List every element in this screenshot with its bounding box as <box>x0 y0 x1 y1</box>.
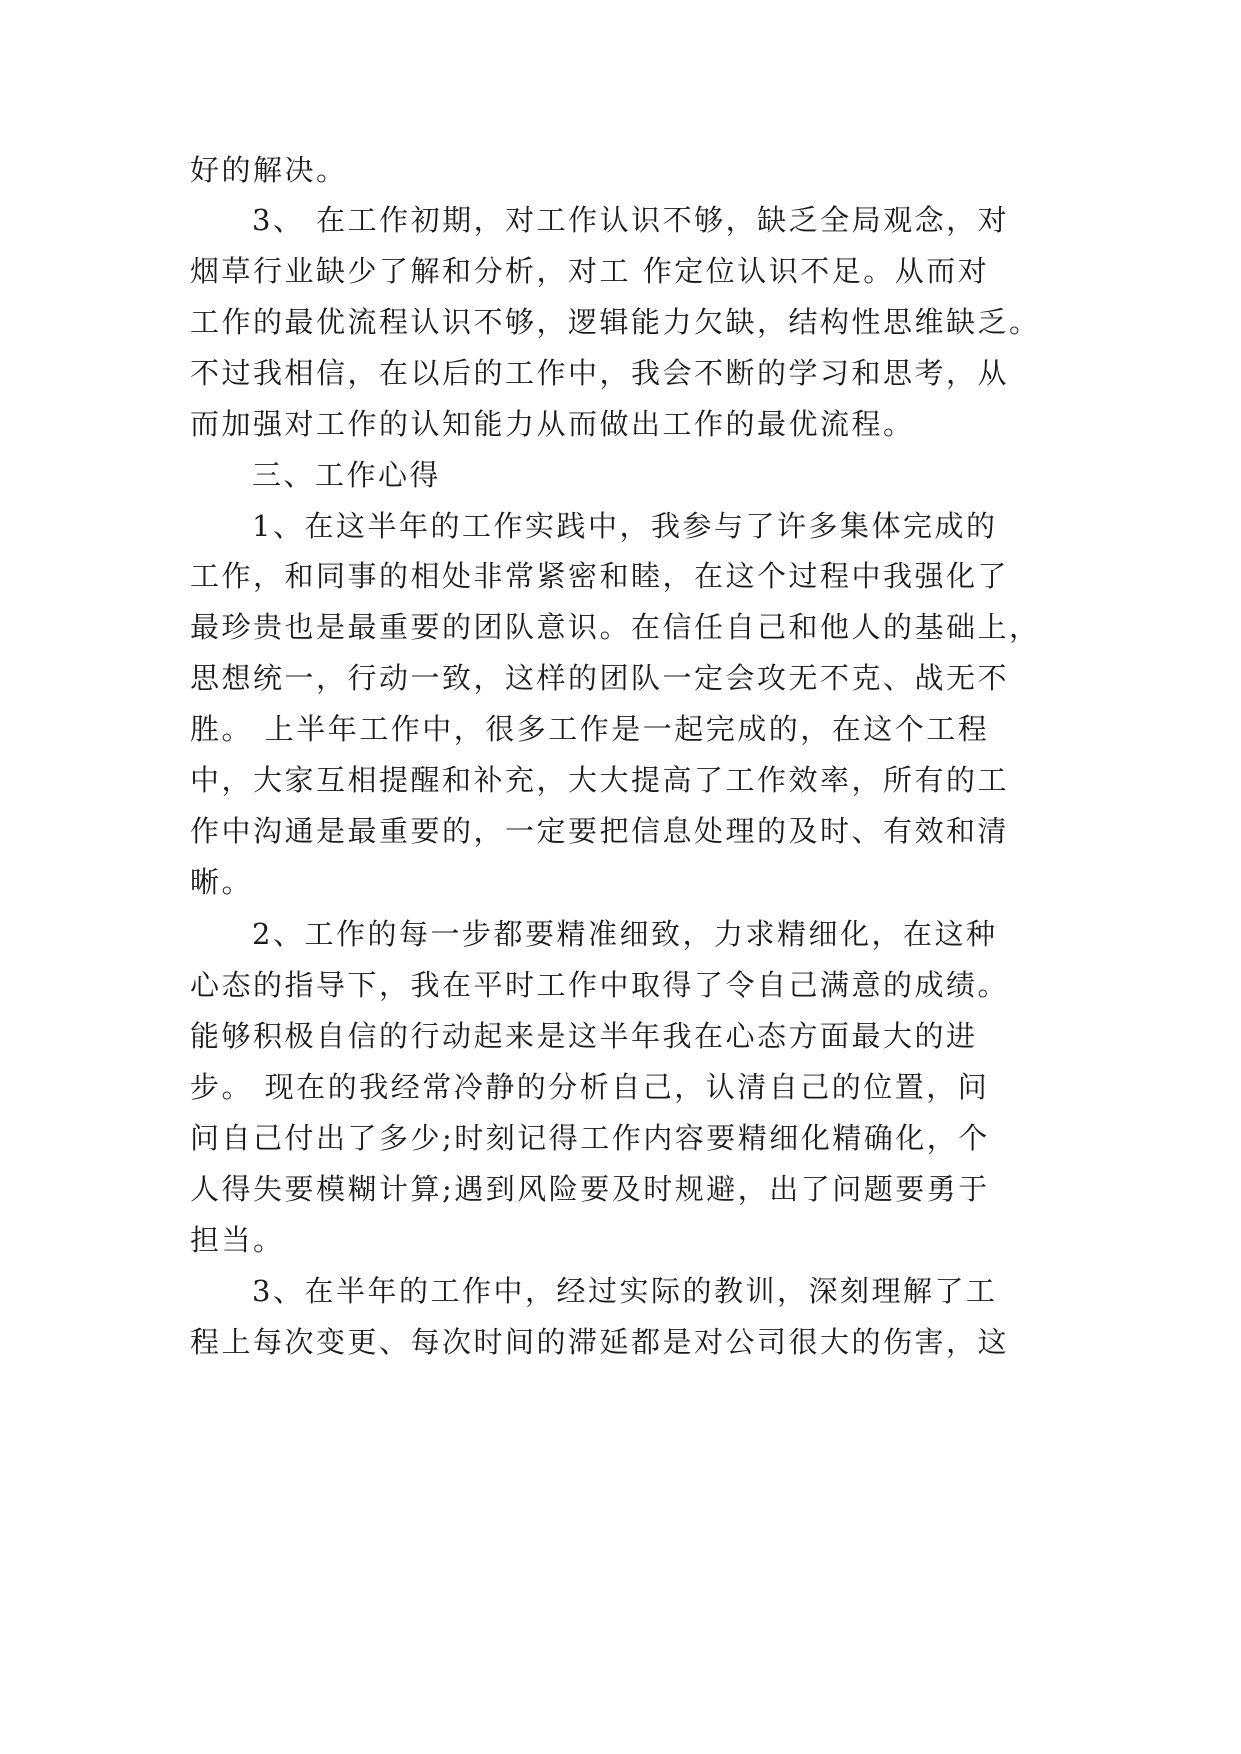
text-line: 最珍贵也是最重要的团队意识。在信任自己和他人的基础上， <box>190 610 1041 644</box>
text-line: 2、工作的每一步都要精准细致，力求精细化，在这种 <box>252 917 998 951</box>
section-heading: 三、工作心得 <box>252 458 442 492</box>
text-line: 思想统一，行动一致，这样的团队一定会攻无不克、战无不 <box>190 661 1010 695</box>
text-line: 人得失要模糊计算;遇到风险要及时规避，出了问题要勇于 <box>190 1172 990 1206</box>
text-line: 而加强对工作的认知能力从而做出工作的最优流程。 <box>190 407 915 441</box>
text-line: 工作的最优流程认识不够，逻辑能力欠缺，结构性思维缺乏。 <box>190 305 1041 339</box>
text-line: 担当。 <box>190 1223 285 1257</box>
text-line: 作中沟通是最重要的，一定要把信息处理的及时、有效和清 <box>190 814 1010 848</box>
text-line: 步。 现在的我经常冷静的分析自己，认清自己的位置，问 <box>190 1070 990 1104</box>
text-line: 胜。 上半年工作中，很多工作是一起完成的，在这个工程 <box>190 712 990 746</box>
text-line: 好的解决。 <box>190 153 348 187</box>
text-line: 问自己付出了多少;时刻记得工作内容要精细化精确化，个 <box>190 1121 990 1155</box>
text-line: 3、 在工作初期，对工作认识不够，缺乏全局观念，对 <box>252 203 1010 237</box>
text-line: 心态的指导下，我在平时工作中取得了令自己满意的成绩。 <box>190 968 1010 1002</box>
text-line: 3、在半年的工作中，经过实际的教训，深刻理解了工 <box>252 1274 998 1308</box>
text-line: 中，大家互相提醒和补充，大大提高了工作效率，所有的工 <box>190 763 1010 797</box>
text-line: 晰。 <box>190 865 254 899</box>
text-line: 工作，和同事的相处非常紧密和睦，在这个过程中我强化了 <box>190 559 1010 593</box>
text-line: 程上每次变更、每次时间的滞延都是对公司很大的伤害，这 <box>190 1325 1010 1359</box>
text-line: 烟草行业缺少了解和分析，对工 作定位认识不足。从而对 <box>190 254 990 288</box>
text-line: 能够积极自信的行动起来是这半年我在心态方面最大的进 <box>190 1019 978 1053</box>
text-line: 1、在这半年的工作实践中，我参与了许多集体完成的 <box>252 509 998 543</box>
text-line: 不过我相信，在以后的工作中，我会不断的学习和思考，从 <box>190 356 1010 390</box>
